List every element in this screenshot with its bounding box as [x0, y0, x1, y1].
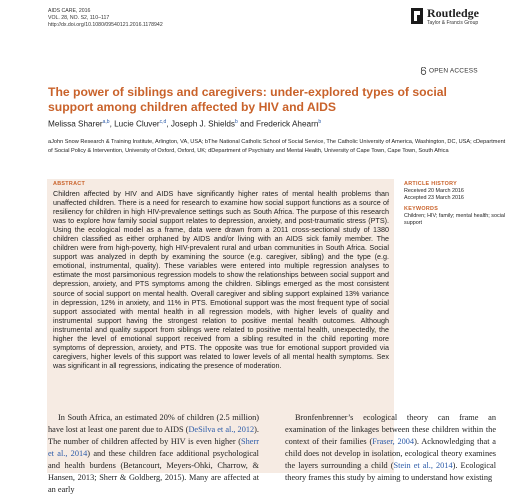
citation-link[interactable]: Stein et al., 2014	[393, 461, 453, 470]
history-received: Received 20 March 2016	[404, 188, 464, 194]
abstract-heading: ABSTRACT	[53, 181, 86, 187]
col1-text-1: In South Africa, an estimated 20% of children (2.5 million) have lost at least one parent due to AIDS (	[48, 413, 259, 434]
col1-text-3: ) and these children face additional psychological and health burdens (Betancourt, Meyers-Ohki, Charrow, & Hansen, 2013; Sherr & Goldberg, 2015). Many are affected at an early	[48, 449, 259, 494]
article-sidebar	[404, 181, 519, 227]
author-3-affil: b	[235, 119, 238, 125]
open-lock-icon	[420, 67, 427, 75]
abstract-text: Children affected by HIV and AIDS have significantly higher rates of mental health problems than unaffected children. There is a need for research to examine how social support functions as a source of resiliency for children in high HIV-prevalence settings such as South Africa. The purpose of this research was to explore how family social support relates to depression, anxiety, and post-traumatic stress (PTS). Using the ecological model as a frame, data were drawn from a 2011 cross-sectional study of 1380 children classified as either orphaned by AIDS and/or living with an AIDS sick family member. The children were from high-poverty, high HIV-prevalent rural and urban communities in South Africa. Social support was analyzed in depth by examining the source (e.g. caregiver, sibling) and the type (e.g. emotional, instrumental, quality). These variables were entered into multiple regression analyses to estimate the most parsimonious regression models to show the relationships between social support and depression, anxiety, and PTS symptoms among the children. Siblings emerged as the most consistent source of social support on mental health. Overall caregiver and sibling support explained 13% variance in depression, 12% in anxiety, and 11% in PTS. Emotional support was the most frequent type of social support associated with mental health in all regression models, with higher levels of quality and instrumental support having the strongest relation to positive mental health outcomes. Although instrumental and quality support from siblings were related to positive mental health, unexpectedly, the higher the level of emotional support received from a sibling resulted in the child reporting more symptoms of depression, anxiety, and PTS. The opposite was true for emotional support provided via caregivers, higher levels of this support was related to lower levels of all mental health symptoms. Sex was significant in all regressions, indicating the presence of moderation.	[53, 189, 389, 370]
publisher-sub: Taylor & Francis Group	[427, 20, 479, 26]
author-2-affil: c,d	[159, 119, 167, 125]
open-access-label: OPEN ACCESS	[429, 67, 478, 75]
history-accepted: Accepted 23 March 2016	[404, 195, 464, 201]
journal-header	[48, 8, 163, 29]
publisher-logo	[411, 6, 511, 28]
col1-text-2: ). The number of children affected by HIV is even higher (	[48, 425, 259, 446]
author-2: , Lucie Cluver	[109, 119, 160, 129]
citation-link[interactable]: Fraser, 2004	[372, 437, 415, 446]
history-heading: ARTICLE HISTORY	[404, 181, 458, 187]
open-access-badge	[420, 67, 478, 75]
citation-link[interactable]: Sherr et al., 2014	[48, 437, 259, 458]
article-title: The power of siblings and caregivers: under-explored types of social support among children affected by HIV and AIDS	[48, 85, 447, 114]
journal-volume: VOL. 28, NO. S2, 110–117	[48, 15, 110, 21]
journal-name: AIDS CARE, 2016	[48, 8, 91, 14]
body-column-2	[285, 412, 496, 484]
body-column-1	[48, 412, 259, 496]
author-4: and Frederick Ahearn	[237, 119, 319, 129]
author-3: , Joseph J. Shields	[166, 119, 236, 129]
publisher-name: Routledge	[427, 6, 479, 20]
author-4-affil: b	[318, 119, 322, 125]
keywords-text: Children; HIV; family; mental health; social support	[404, 213, 506, 226]
affiliations: aJohn Snow Research & Training Institute, Arlington, VA, USA; bThe National Catholic School of Social Service, The Catholic University of America, Washington, DC, USA; cDepartment of Social Policy & Intervention, University of Oxford, Oxford, UK; dDepartment of Psychiatry and Mental Health, University of Cape Town, Cape Town, South Africa	[48, 139, 506, 154]
col2-text-2: ). Acknowledging that a child does not develop in isolation, ecological theory examines the layers surrounding a child (	[285, 437, 496, 470]
routledge-logo-icon	[411, 8, 423, 24]
col2-text-3: ). Ecological theory frames this study by aiming to understand how existing	[285, 461, 497, 482]
keywords-heading: KEYWORDS	[404, 206, 439, 212]
col2-text-1: Bronfenbrenner’s ecological theory can frame an examination of the linkages between these children within the context of their families (	[285, 413, 496, 446]
author-list	[48, 119, 321, 129]
citation-link[interactable]: DeSilva et al., 2012	[188, 425, 255, 434]
author-1: Melissa Sharer	[48, 119, 103, 129]
author-1-affil: a,b	[102, 119, 110, 125]
journal-doi[interactable]: http://dx.doi.org/10.1080/09540121.2016.1178942	[48, 22, 163, 28]
